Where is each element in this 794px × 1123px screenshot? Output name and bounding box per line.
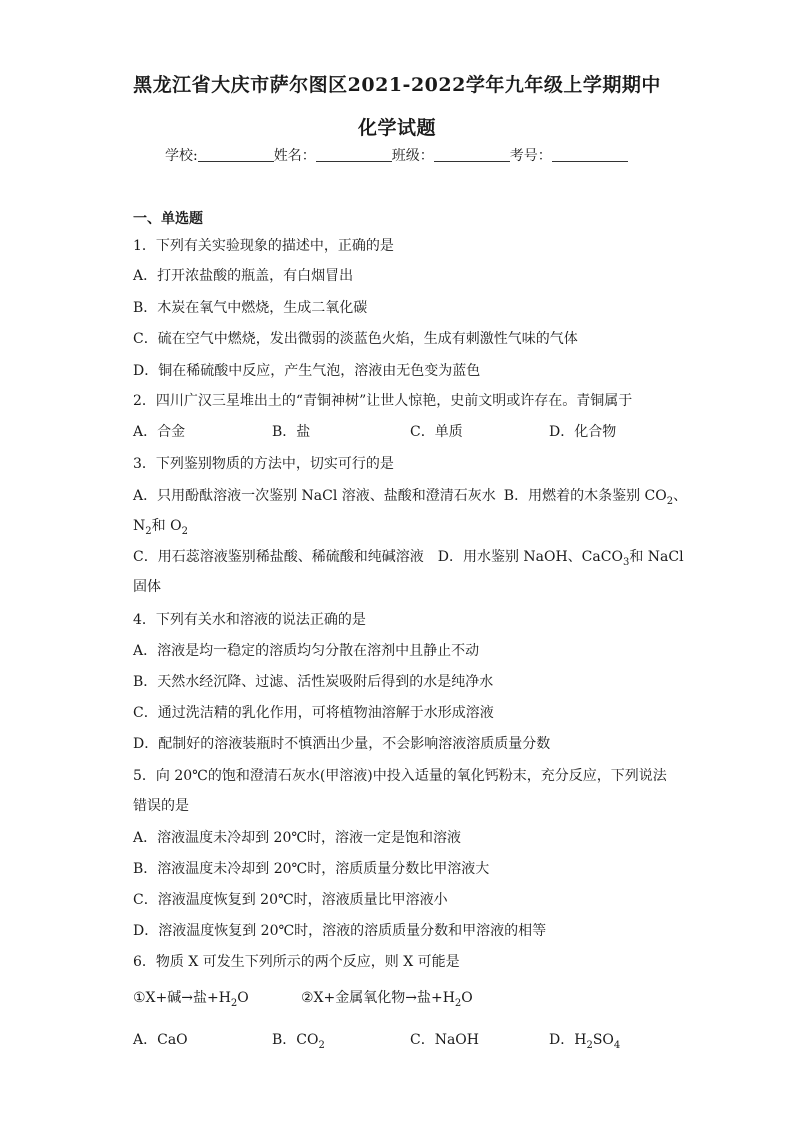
school-blank[interactable] (198, 147, 274, 162)
q2-option-b: B．盐 (272, 424, 311, 440)
exam-title-line1: 黑龙江省大庆市萨尔图区2021-2022学年九年级上学期期中 (133, 74, 661, 96)
q2-option-c: C．单质 (410, 424, 463, 440)
q1-stem: 1．下列有关实验现象的描述中，正确的是 (133, 238, 394, 254)
q5-option-a: A．溶液温度未冷却到 20℃时，溶液一定是饱和溶液 (133, 830, 462, 846)
q6-reaction-1: ①X+碱→盐$+H_2O$ (133, 990, 249, 1009)
q1-option-c: C．硫在空气中燃烧，发出微弱的淡蓝色火焰，生成有刺激性气味的气体 (133, 331, 578, 347)
section-heading: 一、单选题 (133, 211, 203, 227)
q5-stem-line2: 错误的是 (133, 798, 189, 814)
q5-option-d: D．溶液温度恢复到 20℃时，溶液的溶质质量分数和甲溶液的相等 (133, 923, 547, 939)
q3-row2 (133, 546, 684, 568)
q4-option-c: C．通过洗洁精的乳化作用，可将植物油溶解于水形成溶液 (133, 705, 494, 721)
q6-option-c: C．NaOH (410, 1032, 479, 1048)
q4-option-b: B．天然水经沉降、过滤、活性炭吸附后得到的水是纯净水 (133, 674, 494, 690)
name-blank[interactable] (316, 147, 392, 162)
q6-option-b: B．$CO_2$ (272, 1032, 325, 1051)
q3-option-c: C．用石蕊溶液鉴别稀盐酸、稀硫酸和纯碱溶液 (133, 549, 424, 565)
q6-option-a: A．CaO (133, 1032, 188, 1048)
q4-option-a: A．溶液是均一稳定的溶质均匀分散在溶剂中且静止不动 (133, 643, 480, 659)
class-label: 班级： (391, 148, 434, 164)
q5-option-c: C．溶液温度恢复到 20℃时，溶液质量比甲溶液小 (133, 892, 448, 908)
student-info-row (165, 145, 628, 165)
q3-row2-cont: 固体 (133, 579, 161, 595)
q4-option-d: D．配制好的溶液装瓶时不慎洒出少量，不会影响溶液溶质质量分数 (133, 736, 551, 752)
q2-stem: 2．四川广汉三星堆出土的“青铜神树”让世人惊艳，史前文明或许存在。青铜属于 (133, 393, 633, 409)
exam-no-label: 考号： (509, 148, 552, 164)
q3-option-a: A．只用酚酞溶液一次鉴别 NaCl 溶液、盐酸和澄清石灰水 (133, 488, 496, 504)
exam-no-blank[interactable] (552, 147, 628, 162)
exam-title-line2: 化学试题 (357, 117, 436, 139)
q1-option-d: D．铜在稀硫酸中反应，产生气泡，溶液由无色变为蓝色 (133, 363, 481, 379)
q4-stem: 4．下列有关水和溶液的说法正确的是 (133, 612, 366, 628)
q2-option-d: D．化合物 (549, 424, 617, 440)
class-blank[interactable] (434, 147, 510, 162)
name-label: 姓名： (273, 148, 316, 164)
q5-option-b: B．溶液温度未冷却到 20℃时，溶质质量分数比甲溶液大 (133, 861, 490, 877)
q2-option-a: A．合金 (133, 424, 186, 440)
q6-option-d: D．$H_2SO_4$ (549, 1032, 621, 1051)
q3-stem: 3．下列鉴别物质的方法中，切实可行的是 (133, 456, 394, 472)
q3-option-d: D．用水鉴别 NaOH、CaCO$_3$和 NaCl (437, 549, 684, 568)
q3-row1-cont: $N_2$和 $O_2$ (133, 518, 188, 537)
q6-reaction-2: ②X+金属氧化物→盐$+H_2O$ (301, 990, 473, 1009)
q3-option-b: B．用燃着的木条鉴别 $CO_2$、 (503, 488, 688, 507)
q1-option-a: A．打开浓盐酸的瓶盖，有白烟冒出 (133, 268, 354, 284)
q1-option-b: B．木炭在氧气中燃烧，生成二氧化碳 (133, 300, 368, 316)
school-label: 学校: (165, 148, 198, 164)
q6-stem: 6．物质 X 可发生下列所示的两个反应，则 X 可能是 (133, 954, 460, 970)
q5-stem-line1: 5．向 20℃的饱和澄清石灰水(甲溶液)中投入适量的氧化钙粉末，充分反应，下列说法 (133, 768, 667, 784)
q3-row1 (133, 485, 687, 507)
